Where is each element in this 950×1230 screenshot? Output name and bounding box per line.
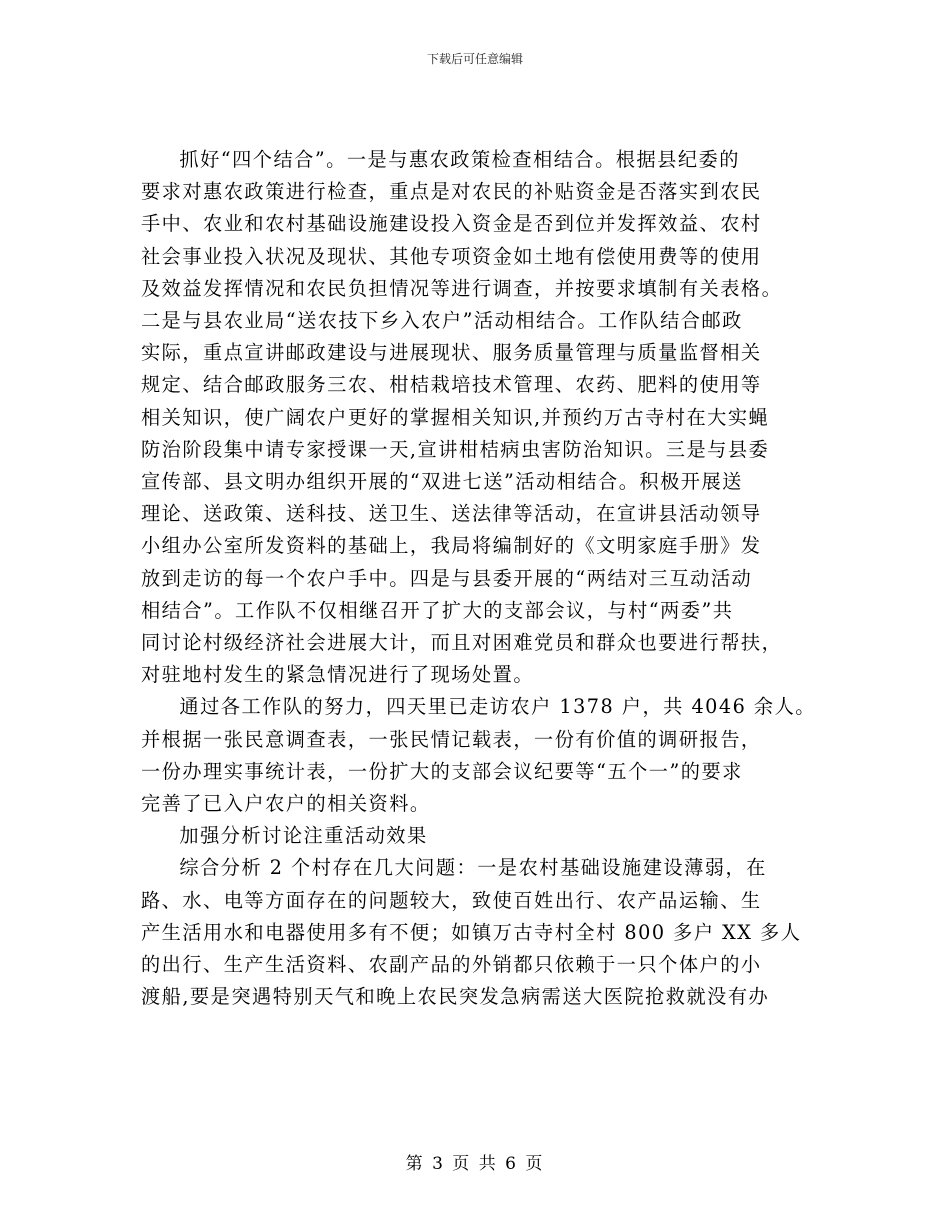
text-line: 完善了已入户农户的相关资料。 bbox=[141, 792, 431, 816]
text-line: 的出行、生产生活资料、农副产品的外销都只依赖于一只个体户的小 bbox=[141, 953, 762, 977]
text-line: 同讨论村级经济社会进展大计，而且对困难党员和群众也要进行帮扶， bbox=[141, 631, 783, 655]
text-line: 路、水、电等方面存在的问题较大，致使百姓出行、农产品运输、生 bbox=[141, 888, 762, 912]
text-line: 防治阶段集中请专家授课一天,宣讲柑桔病虫害防治知识。三是与县委 bbox=[141, 437, 770, 461]
text-line: 渡船,要是突遇特别天气和晚上农民突发急病需送大医院抢救就没有办 bbox=[141, 985, 770, 1009]
paragraph-analysis bbox=[141, 852, 813, 1013]
page-header-note: 下载后可任意编辑 bbox=[426, 52, 523, 66]
text-line: 小组办公室所发资料的基础上，我局将编制好的《文明家庭手册》发 bbox=[141, 534, 762, 558]
text-line: 及效益发挥情况和农民负担情况等进行调查，并按要求填制有关表格。 bbox=[141, 276, 783, 300]
page-number-footer: 第 3 页 共 6 页 bbox=[405, 1154, 545, 1174]
section-heading bbox=[141, 820, 813, 852]
text-line: 产生活用水和电器使用多有不便；如镇万古寺村全村 800 多户 XX 多人 bbox=[141, 920, 802, 944]
paragraph-four-combinations bbox=[141, 144, 813, 691]
text-line: 手中、农业和农村基础设施建设投入资金是否到位并发挥效益、农村 bbox=[141, 212, 762, 236]
text-line: 并根据一张民意调查表，一张民情记载表，一份有价值的调研报告， bbox=[141, 727, 762, 751]
text-line: 一份办理实事统计表，一份扩大的支部会议纪要等“五个一”的要求 bbox=[141, 759, 743, 783]
paragraph-visit-results bbox=[141, 691, 816, 820]
text-line: 社会事业投入状况及现状、其他专项资金如土地有偿使用费等的使用 bbox=[141, 244, 762, 268]
text-line: 规定、结合邮政服务三农、柑桔栽培技术管理、农药、肥料的使用等 bbox=[141, 373, 762, 397]
document-body bbox=[141, 144, 816, 1013]
text-line: 宣传部、县文明办组织开展的“双进七送”活动相结合。积极开展送 bbox=[141, 470, 743, 494]
text-line: 加强分析讨论注重活动效果 bbox=[179, 824, 428, 848]
text-line: 综合分析 2 个村存在几大问题：一是农村基础设施建设薄弱，在 bbox=[179, 856, 767, 880]
text-line: 实际，重点宣讲邮政建设与进展现状、服务质量管理与质量监督相关 bbox=[141, 341, 762, 365]
text-line: 理论、送政策、送科技、送卫生、送法律等活动，在宣讲县活动领导 bbox=[141, 502, 762, 526]
text-line: 放到走访的每一个农户手中。四是与县委开展的“两结对三互动活动 bbox=[141, 566, 753, 590]
text-line: 通过各工作队的努力，四天里已走访农户 1378 户，共 4046 余人。 bbox=[179, 695, 816, 719]
text-line: 对驻地村发生的紧急情况进行了现场处置。 bbox=[141, 663, 535, 687]
text-line: 抓好“四个结合”。一是与惠农政策检查相结合。根据县纪委的 bbox=[179, 148, 740, 171]
text-line: 相结合”。工作队不仅相继召开了扩大的支部会议，与村“两委”共 bbox=[141, 598, 734, 622]
text-line: 二是与县农业局“送农技下乡入农户”活动相结合。工作队结合邮政 bbox=[141, 309, 743, 333]
text-line: 相关知识，使广阔农户更好的掌握相关知识,并预约万古寺村在大实蝇 bbox=[141, 405, 770, 429]
text-line: 要求对惠农政策进行检查，重点是对农民的补贴资金是否落实到农民 bbox=[141, 180, 762, 204]
